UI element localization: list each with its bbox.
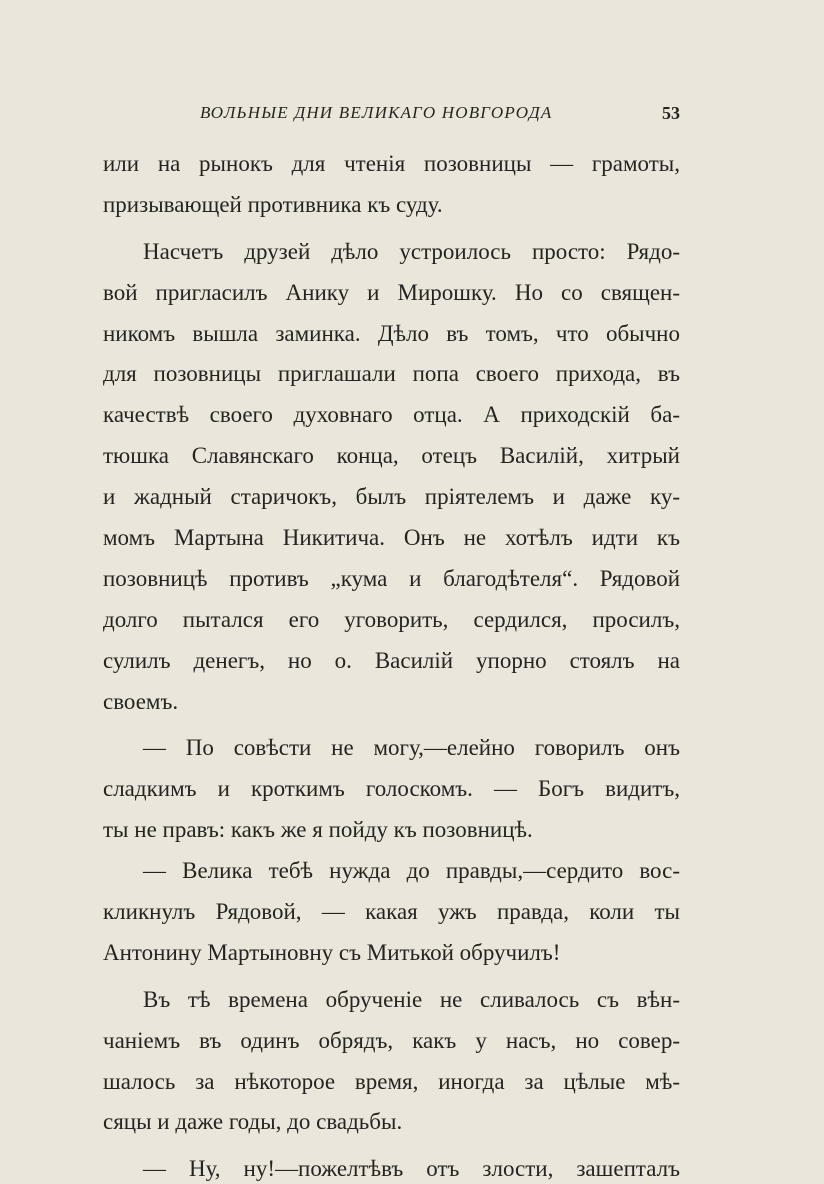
- text-line: Въ тѣ времена обрученіе не сливалось съ вѣн-: [143, 986, 680, 1012]
- text-line: чаніемъ въ одинъ обрядъ, какъ у насъ, но совер-: [103, 1027, 680, 1053]
- running-head: [103, 100, 680, 126]
- text-line: для позовницы приглашали попа своего прихода, въ: [103, 361, 680, 387]
- text-line: сладкимъ и кроткимъ голоскомъ. — Богъ видитъ,: [103, 776, 680, 802]
- text-line: ты не правъ: какъ же я пойду къ позовницѣ.: [103, 817, 533, 843]
- text-line: или на рынокъ для чтенія позовницы — грамоты,: [103, 151, 680, 176]
- text-line: Антонину Мартыновну съ Митькой обручилъ!: [103, 939, 561, 965]
- text-line: Насчетъ друзей дѣло устроилось просто: Рядо-: [143, 238, 680, 264]
- text-line: призывающей противника къ суду.: [103, 191, 443, 217]
- body-text: [103, 144, 680, 1184]
- text-line: вой пригласилъ Анику и Мирошку. Но со священ-: [103, 279, 680, 305]
- text-line: сулилъ денегъ, но о. Василій упорно стоялъ на: [103, 647, 680, 673]
- text-line: качествѣ своего духовнаго отца. А приходскій ба-: [103, 402, 680, 428]
- text-line: сяцы и даже годы, до свадьбы.: [103, 1109, 403, 1135]
- text-line: — По совѣсти не могу,—елейно говорилъ онъ: [143, 735, 680, 761]
- text-line: момъ Мартына Никитича. Онъ не хотѣлъ идти къ: [103, 525, 680, 551]
- text-line: шалось за нѣкоторое время, иногда за цѣлые мѣ-: [103, 1068, 680, 1094]
- text-line: своемъ.: [103, 688, 179, 714]
- text-line: тюшка Славянскаго конца, отецъ Василій, хитрый: [103, 443, 680, 469]
- text-line: никомъ вышла заминка. Дѣло въ томъ, что обычно: [103, 320, 680, 346]
- page-number: 53: [662, 103, 680, 123]
- text-line: — Ну, ну!—пожелтѣвъ отъ злости, зашепталъ: [143, 1156, 680, 1182]
- text-line: и жадный старичокъ, былъ пріятелемъ и даже ку-: [103, 484, 680, 510]
- running-title: ВОЛЬНЫЕ ДНИ ВЕЛИКАГО НОВГОРОДА: [200, 103, 553, 122]
- text-line: — Велика тебѣ нужда до правды,—сердито вос-: [143, 858, 680, 884]
- text-line: долго пытался его уговорить, сердился, просилъ,: [103, 606, 680, 632]
- text-line: кликнулъ Рядовой, — какая ужъ правда, коли ты: [103, 899, 680, 925]
- text-line: позовницѣ противъ „кума и благодѣтеля“. Рядовой: [103, 565, 680, 591]
